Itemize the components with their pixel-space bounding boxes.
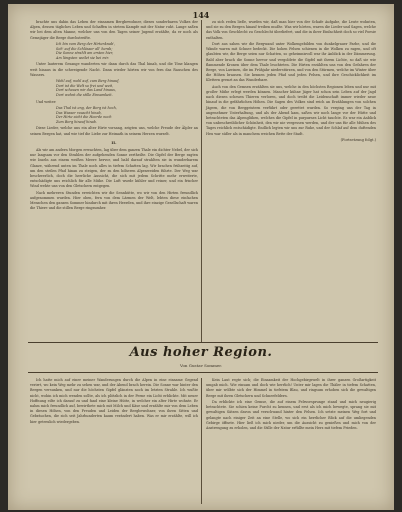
section-rule <box>28 342 378 343</box>
section-rule <box>28 372 378 373</box>
paragraph: brachte uns dahin das Leben der einsamen Bergbewohner, dieses sonderbaren Volkes der Alpen, dessen tägliches Leben und Schaffen in stetem Kampfe mit der Natur ruht. Lange saßen wir bei dem alten Manne, welcher uns von den Tagen seiner Jugend erzählte, da er noch als Gemsjäger die Berge durchstreifte. <box>30 20 198 40</box>
article-byline: Von Gustav Sommer. <box>180 363 222 368</box>
verse-line: Dort ist die Welt so frei und weit, <box>56 83 114 88</box>
paragraph: Unter lauterem Gesange wanderten wir dann durch das Thal hinab, und die Töne klangen weit hinaus in die schweigende Nacht. Dann wieder hörten wir von fern das Rauschen des Wassers. <box>30 62 198 77</box>
verse-line: Ich bin vom Berg der Hirtenknab', <box>56 42 116 46</box>
verse-line: Der Hirte zieht die Heerde noch <box>56 115 112 120</box>
paragraph: zu sich reden ließe, wurden wir, daß man hier von der Schafe Aufgabe, die Leute wohnten, und sie zu den Bergen hinauf treiben mußte. Was wir hörten, waren die Lieder und Sagen, welche das Volk von Geschlecht zu Geschlecht überliefert, und die in ihrer Einfachheit doch so viel Poesie enthalten. <box>206 20 376 40</box>
verse-line: Das Thal ist eng, der Berg ist hoch, <box>56 105 117 110</box>
paragraph: Ich hatte mich auf einer meiner Wanderungen durch die Alpen in eine einsame Gegend verirrt, wo kein Weg mehr zu sehen war, und der Abend brach herein. Die Sonne war hinter den Bergen versunken, und nur die höchsten Gipfel glänzten noch im letzten Strahle. Ich wußte nicht, wohin ich mich wenden sollte, als ich plötzlich in der Ferne ein Licht erblickte. Mit neuer Hoffnung eilte ich darauf zu und fand eine kleine Hütte, in welcher ein alter Hirte wohnte. Er nahm mich freundlich auf, bewirthete mich mit Milch und Käse und erzählte mir von dem Leben in diesen Höhen, von den Freuden und Leiden der Bergbewohner, von ihren Sitten und Gebräuchen, die sich seit Jahrhunderten kaum verändert haben. Was er mir erzählte, will ich hier getreulich wiedergeben. <box>30 378 198 424</box>
page-number: 144 <box>192 10 210 20</box>
paragraph: Auch von den Gemsen erzählten sie uns, welche in den höchsten Regionen leben und nur mit großer Mühe erlegt werden können. Mancher kühne Jäger hat schon sein Leben auf der Jagd nach diesen scheuen Thieren verloren, und doch treibt die Leidenschaft immer wieder neue hinauf in die gefährlichen Höhen. Die Sagen des Volkes sind reich an Erzählungen von solchen Jägern, die von Berggeistern verführt oder gerettet wurden. So verging uns der Tag in angenehmer Unterhaltung, und als der Abend kam, saßen wir noch lange vor der Hütte und betrachteten das Alpenglühen, welches die Gipfel in purpurnes Licht tauchte. Es war ein Anblick von unbeschreiblicher Schönheit, den wir nie vergessen werden, und der uns für alle Mühen des Tages reichlich entschädigte. Endlich legten wir uns zur Ruhe, und der Schlaf auf dem duftenden Heu war süßer als in manchem weichen Bette der Stadt. <box>206 84 376 136</box>
lower-right-column <box>206 378 376 504</box>
subheading: Und weiter: <box>36 99 57 104</box>
verse-line: Am längsten weilet sie bei mir. <box>56 55 109 60</box>
verse-line: Die Sonne strahlt am ersten hier, <box>56 51 114 56</box>
paragraph: Diese Lieder, welche uns ein alter Hirte vorsang, zeigten uns, welche Freude der Älpler an seinen Bergen hat, und wie tief die Liebe zur Heimath in seinem Herzen wurzelt. <box>30 126 198 136</box>
continuation-note: (Fortsetzung folgt.) <box>340 138 376 143</box>
verse-line: Wohl auf, wohl auf, zum Berg hinauf, <box>56 79 120 84</box>
article-title: Aus hoher Region. <box>129 345 273 360</box>
paragraph: Kein Laut regte sich; die Einsamkeit der Hochgebirgswelt in ihrer ganzen Großartigkeit umgab mich. Wie einsam und doch wie herrlich! Unter mir lagen die Thäler in tiefem Schatten, über mir wölbte sich der Himmel in tiefstem Blau, und ringsum erhoben sich die gewaltigen Berge mit ihren Gletschern und Schneefeldern. <box>206 378 376 398</box>
lower-left-column <box>30 378 198 504</box>
paragraph: Als wir am andern Morgen erwachten, lag über dem ganzen Thale ein dichter Nebel, der sich nur langsam vor den Strahlen der aufgehenden Sonne zertheilte. Die Gipfel der Berge ragten wie Inseln aus einem weißen Meere hervor, und bald darauf strahlten sie in wunderbarem Glanze, während unten im Thale noch alles in tiefem Schatten lag. Wir brachen frühzeitig auf, um den steilen Pfad hinan zu steigen, der zu den höheren Alpenweiden führte. Der Weg war beschwerlich, doch die herrliche Aussicht, die sich mit jedem Schritte mehr erweiterte, entschädigte uns reichlich für alle Mühe. Die Luft wurde kühler und reiner, und ein frischer Wind wehte uns von den Gletschern entgegen. <box>30 147 198 189</box>
verse-block <box>30 79 198 97</box>
paragraph: Da erblickte ich eine Gemse, die auf einem Felsvorsprunge stand und mich neugierig betrachtete. Sie schien keine Furcht zu kennen, und erst als ich mich bewegte, sprang sie mit gewaltigen Sätzen davon und verschwand hinter den Felsen. Ich setzte meinen Weg fort und gelangte nach einiger Zeit an eine Stelle, wo sich ein herrlicher Blick auf die umliegenden Gebirge öffnete. Hier ließ ich mich nieder, um die Aussicht zu genießen und mich von der Anstrengung zu erholen, und die Stille der Natur erfüllte mein Herz mit tiefem Frieden. <box>206 400 376 431</box>
paragraph: Nach mehreren Stunden erreichten wir die Sennhütte, wo wir von den Hirten freundlich aufgenommen wurden. Hier oben, fern von dem Lärmen der Welt, lebten diese einfachen Menschen den ganzen Sommer hindurch mit ihren Heerden, und ihre einzige Gesellschaft waren die Thiere und die stillen Berge ringsumher. <box>30 190 198 211</box>
verse-line: Dort schauen wir das Land hinaus, <box>56 88 116 93</box>
verse-block <box>30 106 198 124</box>
upper-right-column <box>206 20 376 340</box>
upper-left-column <box>30 20 198 340</box>
column-divider <box>201 20 202 342</box>
verse-line: Zum Berg hinauf hinab. <box>56 119 97 124</box>
magazine-page <box>8 4 394 510</box>
verse-line: Seh' auf die Schlösser all' herab; <box>56 46 113 51</box>
section-mark: II. <box>111 139 117 145</box>
paragraph: Dort aus sahen wir die Bergwand unter Wolkengebilden von dunkelgrauer Farbe, und die Wände waren mit Schnee bedeckt. Die hohen Felsen schienen in die Wolken zu ragen, und oft glaubten wir, die Berge seien nur Schatten, so geheimnisvoll war ihr Anblick in der Dämmerung. Bald aber brach die Sonne hervor und vergoldete die Gipfel mit ihrem Lichte, so daß sie wie flammende Kronen über dem Thale leuchteten. Die Hirten erzählten uns von den Gefahren der Berge, von Lawinen, die im Frühjahr niederstürzen, und von den Stürmen, welche im Winter über die Höhen brausen. Sie kennen jeden Pfad und jeden Felsen, und ihre Geschicklichkeit im Klettern grenzt an das Wunderbare. <box>206 42 376 83</box>
column-divider <box>201 378 202 504</box>
verse-block <box>30 42 198 60</box>
verse-line: Das Wasser rauscht hinab, <box>56 110 102 115</box>
verse-line: Dort wohnt die stille Einsamkeit. <box>56 92 113 97</box>
